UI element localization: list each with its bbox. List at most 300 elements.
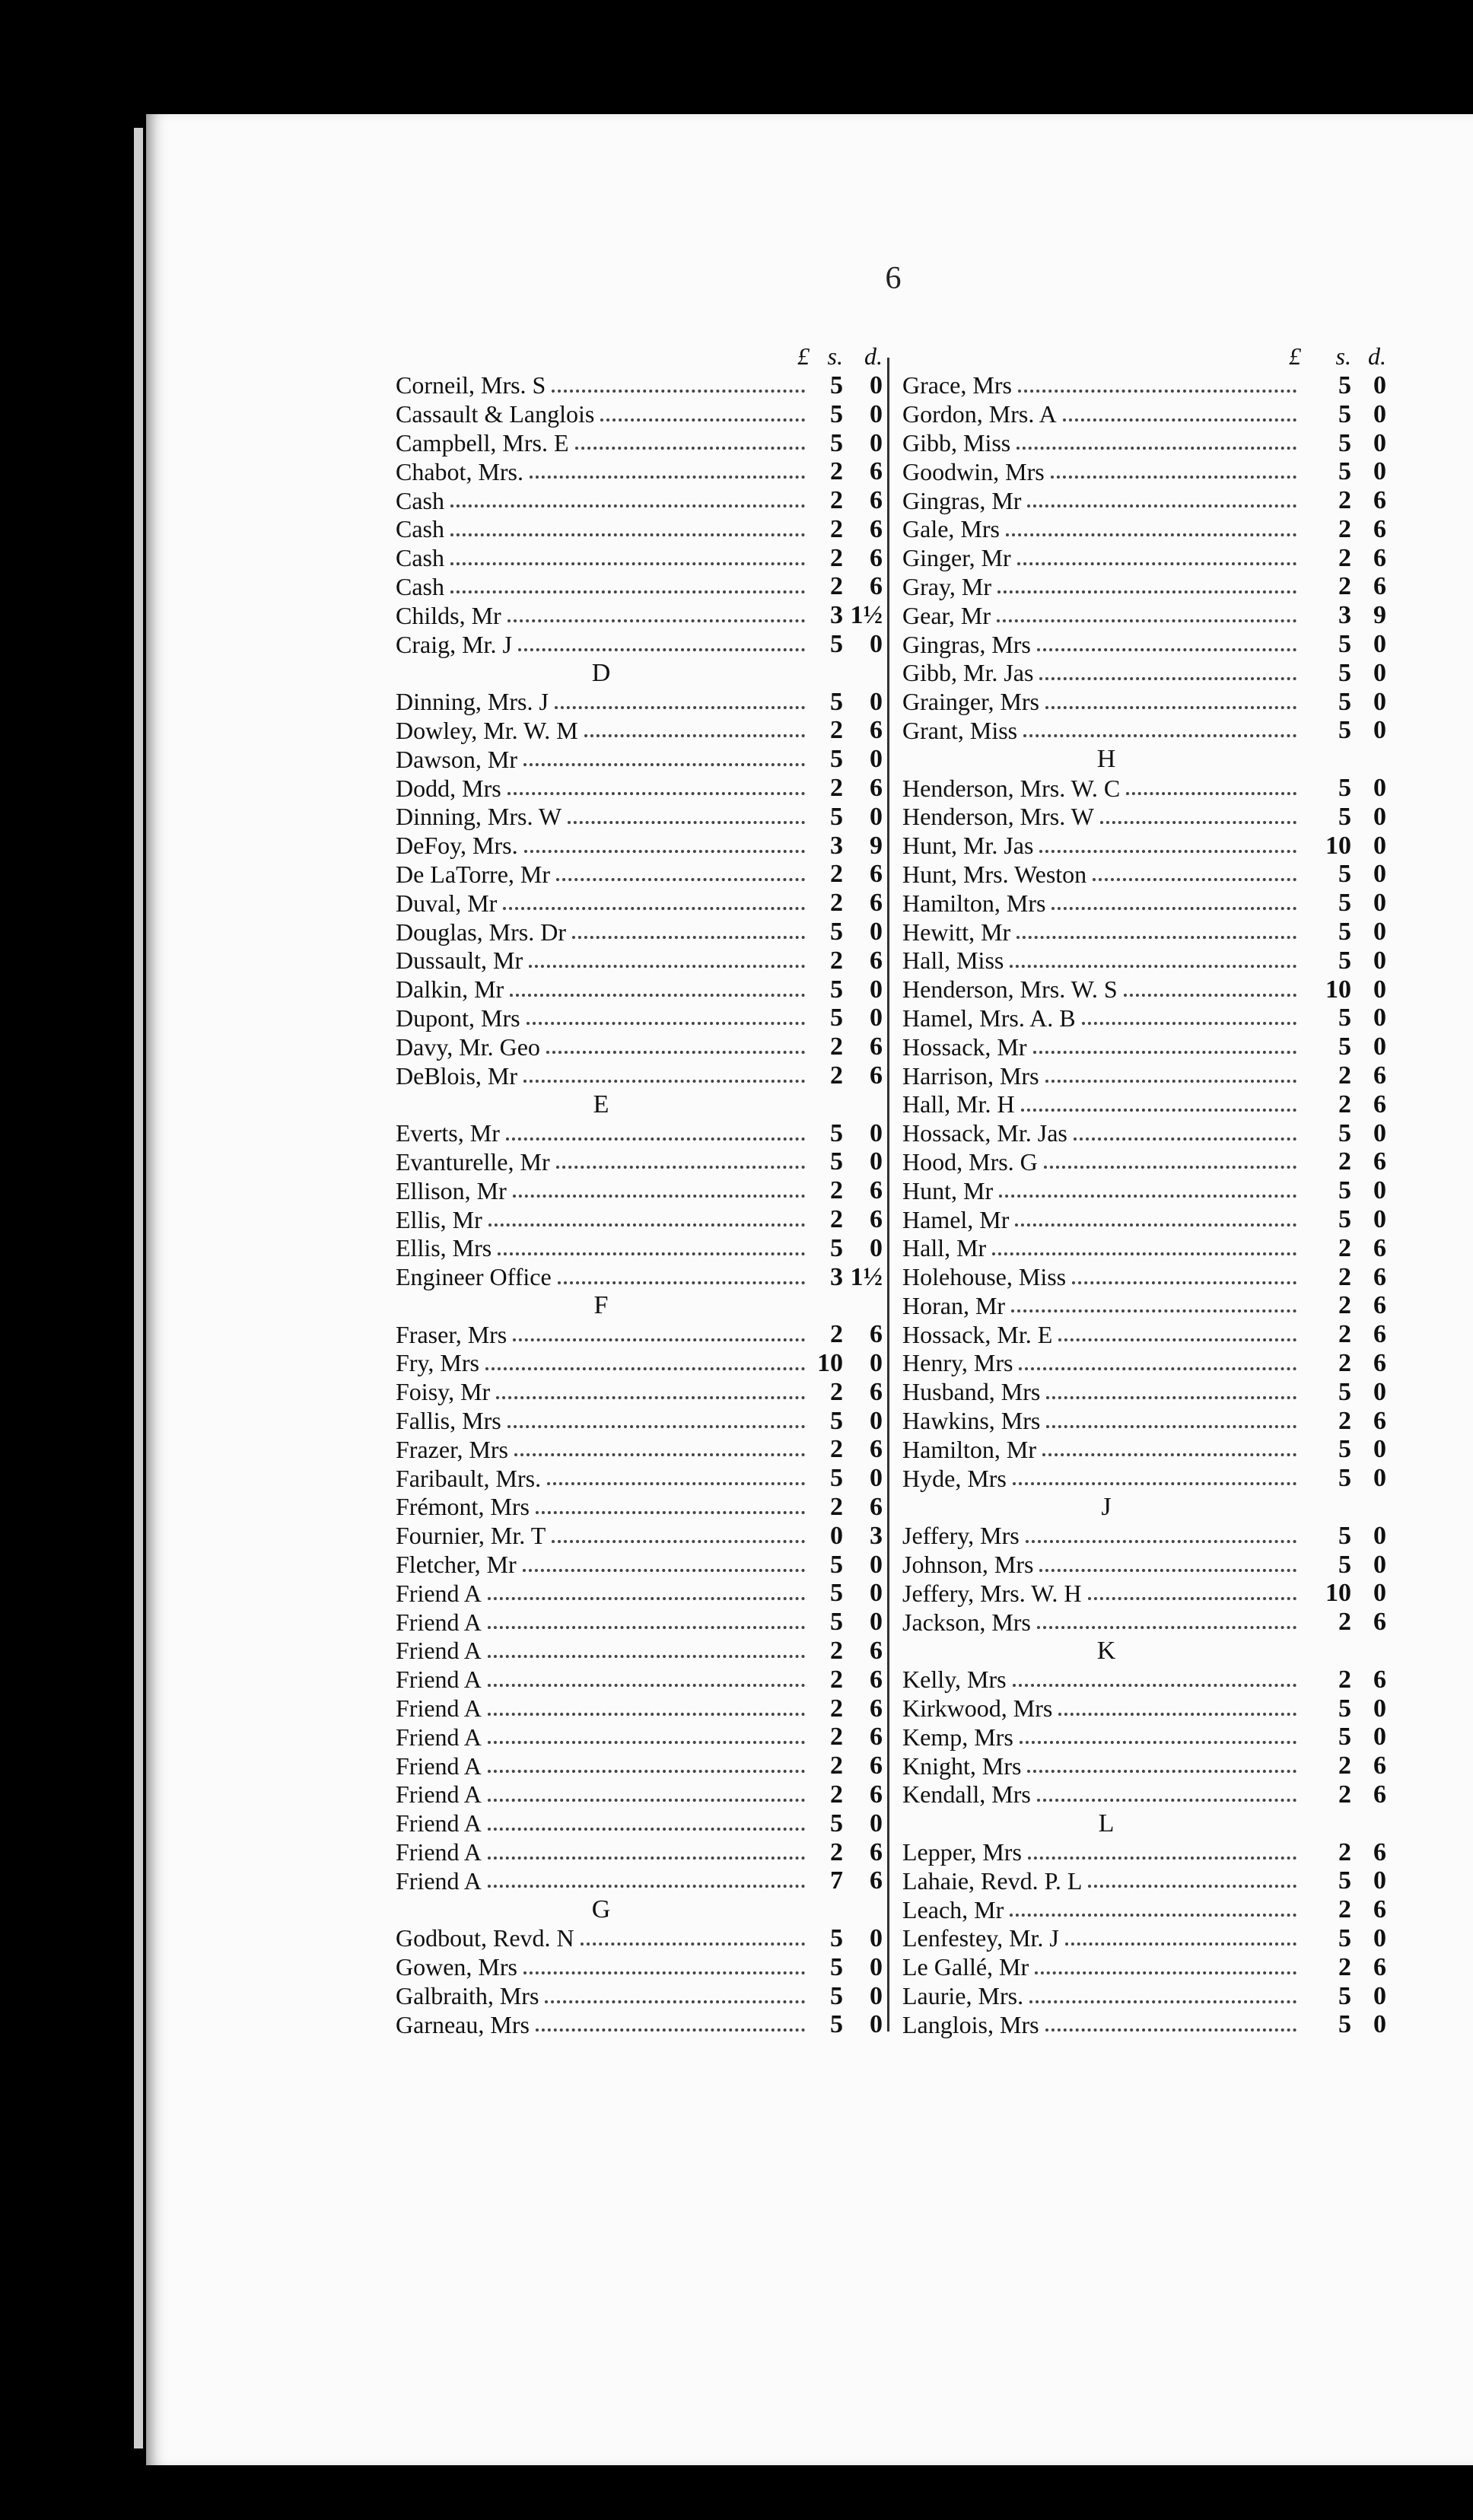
shillings-amount: 5 <box>1338 1377 1351 1406</box>
subscriber-row <box>902 1838 1386 1867</box>
shillings-amount: 5 <box>830 975 843 1004</box>
dot-leader <box>488 1767 805 1773</box>
subscriber-name: Ellison, Mr <box>396 1176 507 1204</box>
pence-amount: 6 <box>1373 1608 1386 1637</box>
subscriber-row <box>396 1176 883 1205</box>
subscriber-name: Langlois, Mrs <box>902 2010 1039 2038</box>
shillings-amount: 5 <box>830 1923 843 1952</box>
dot-leader <box>997 616 1296 622</box>
subscriber-name: Friend A <box>396 1723 482 1751</box>
shillings-amount: 5 <box>1338 918 1351 947</box>
dot-leader <box>584 731 805 737</box>
subscriber-row <box>396 1752 883 1780</box>
pence-amount: 6 <box>870 1176 883 1205</box>
pence-amount: 6 <box>870 1723 883 1752</box>
pence-amount: 0 <box>870 428 883 457</box>
dot-leader <box>513 1192 805 1198</box>
pence-amount: 6 <box>1373 1665 1386 1694</box>
pence-amount: 6 <box>1373 1320 1386 1349</box>
pence-amount: 0 <box>870 1349 883 1377</box>
pence-amount: 1½ <box>850 1262 883 1291</box>
subscriber-row <box>902 1579 1386 1608</box>
subscriber-row <box>396 2010 883 2039</box>
dot-leader <box>1027 501 1296 508</box>
shillings-amount: 5 <box>1338 687 1351 716</box>
subscriber-row <box>396 1435 883 1464</box>
subscriber-name: Hall, Mr <box>902 1234 987 1262</box>
pence-amount: 6 <box>870 774 883 803</box>
subscriber-name: Henderson, Mrs. W. S <box>902 975 1118 1004</box>
dot-leader <box>507 616 805 622</box>
subscriber-name: Evanturelle, Mr <box>396 1147 550 1176</box>
shillings-amount: 5 <box>830 745 843 774</box>
dot-leader <box>572 933 805 939</box>
pence-amount: 0 <box>1373 1377 1386 1406</box>
shillings-amount: 2 <box>830 1320 843 1349</box>
subscriber-row <box>902 1148 1386 1177</box>
dot-leader <box>1026 1537 1296 1543</box>
shillings-amount: 5 <box>1338 1694 1351 1723</box>
subscriber-name: Lenfestey, Mr. J <box>902 1924 1059 1952</box>
subscriber-name: Douglas, Mrs. Dr <box>396 918 566 946</box>
subscriber-row <box>902 1953 1386 1982</box>
dot-leader <box>450 530 805 536</box>
pence-amount: 0 <box>870 1464 883 1493</box>
dot-leader <box>1023 731 1296 737</box>
pence-amount: 6 <box>870 1665 883 1694</box>
dot-leader <box>1027 1767 1296 1773</box>
shillings-amount: 2 <box>830 774 843 803</box>
shillings-amount: 2 <box>1338 1406 1351 1435</box>
dot-leader <box>507 1422 805 1428</box>
subscriber-row <box>902 861 1386 889</box>
subscriber-row <box>396 861 883 889</box>
subscriber-name: Cash <box>396 544 444 572</box>
dot-leader <box>450 559 805 565</box>
subscriber-name: Friend A <box>396 1780 482 1809</box>
shillings-amount: 2 <box>830 1752 843 1780</box>
dot-leader <box>485 1364 805 1370</box>
subscriber-name: Dinning, Mrs. W <box>396 803 562 831</box>
subscriber-row <box>902 1464 1386 1493</box>
subscriber-row <box>396 918 883 947</box>
pence-amount: 0 <box>870 2010 883 2039</box>
shillings-amount: 5 <box>830 371 843 399</box>
subscriber-name: Hamel, Mr <box>902 1205 1010 1233</box>
subscriber-row <box>396 457 883 486</box>
pence-amount: 0 <box>1373 1694 1386 1723</box>
dot-leader <box>536 2025 805 2032</box>
dot-leader <box>1035 1968 1296 1974</box>
subscriber-row <box>396 1838 883 1867</box>
subscriber-name: Dowley, Mr. W. M <box>396 716 578 744</box>
pence-amount: 0 <box>1373 860 1386 889</box>
dot-leader <box>1033 1048 1296 1054</box>
subscriber-row <box>396 1522 883 1551</box>
shillings-amount: 5 <box>1338 1205 1351 1234</box>
subscriber-name: Ellis, Mrs <box>396 1234 492 1262</box>
subscriber-row <box>396 947 883 975</box>
shillings-amount: 7 <box>830 1866 843 1895</box>
shillings-amount: 5 <box>1338 1521 1351 1550</box>
subscriber-name: DeBlois, Mr <box>396 1061 517 1090</box>
subscriber-name: Jackson, Mrs <box>902 1608 1031 1636</box>
shillings-amount: 2 <box>830 1492 843 1521</box>
pence-amount: 0 <box>870 745 883 774</box>
subscriber-name: Cash <box>396 515 444 543</box>
pence-amount: 9 <box>870 831 883 860</box>
dot-leader <box>1046 1393 1296 1399</box>
shillings-amount: 2 <box>1338 1895 1351 1924</box>
subscriber-name: Faribault, Mrs. <box>396 1464 542 1492</box>
subscriber-row <box>396 745 883 774</box>
pence-amount: 6 <box>1373 1838 1386 1866</box>
subscriber-name: Laurie, Mrs. <box>902 1982 1024 2010</box>
subscriber-row <box>396 889 883 918</box>
shillings-amount: 2 <box>1338 1320 1351 1349</box>
subscriber-row <box>396 1004 883 1033</box>
pence-amount: 0 <box>1373 831 1386 860</box>
pounds-header: £ <box>797 342 810 370</box>
dot-leader <box>1051 904 1296 910</box>
subscriber-name: Lahaie, Revd. P. L <box>902 1866 1083 1895</box>
subscriber-name: Horan, Mr <box>902 1291 1006 1319</box>
subscriber-row <box>902 717 1386 746</box>
dot-leader <box>556 875 805 881</box>
subscriber-name: Godbout, Revd. N <box>396 1924 574 1952</box>
pence-amount: 0 <box>870 1809 883 1838</box>
subscriber-name: Hamilton, Mr <box>902 1435 1036 1463</box>
subscriber-row <box>902 1090 1386 1119</box>
dot-leader <box>992 1249 1296 1255</box>
pence-amount: 0 <box>870 918 883 947</box>
subscriber-row <box>902 1780 1386 1809</box>
dot-leader <box>496 1393 805 1399</box>
subscriber-name: Grainger, Mrs <box>902 688 1039 716</box>
dot-leader <box>510 991 805 997</box>
subscriber-name: Frazer, Mrs <box>396 1435 508 1463</box>
subscriber-name: Goodwin, Mrs <box>902 457 1045 485</box>
dot-leader <box>1045 2025 1296 2032</box>
subscriber-row <box>902 1263 1386 1292</box>
subscriber-name: Jeffery, Mrs <box>902 1522 1020 1550</box>
pence-amount: 6 <box>870 543 883 572</box>
subscriber-row <box>396 1493 883 1522</box>
pence-amount: 0 <box>870 1923 883 1952</box>
pence-amount: 6 <box>870 889 883 918</box>
shillings-amount: 2 <box>830 1435 843 1464</box>
subscriber-row <box>396 1148 883 1177</box>
subscriber-row <box>902 688 1386 717</box>
shillings-amount: 2 <box>830 716 843 745</box>
dot-leader <box>518 645 805 651</box>
subscriber-name: Fraser, Mrs <box>396 1320 507 1348</box>
subscriber-row <box>396 1953 883 1982</box>
dot-leader <box>513 1335 805 1341</box>
pence-amount: 6 <box>1373 514 1386 543</box>
subscriber-name: Craig, Mr. J <box>396 630 512 658</box>
shillings-amount: 5 <box>830 687 843 716</box>
section-letter: L <box>1098 1809 1115 1838</box>
shillings-amount: 5 <box>1338 1550 1351 1579</box>
subscriber-name: Garneau, Mrs <box>396 2010 530 2038</box>
shillings-amount: 5 <box>830 630 843 659</box>
subscriber-name: Friend A <box>396 1866 482 1895</box>
subscriber-row <box>396 515 883 544</box>
pence-amount: 0 <box>1373 687 1386 716</box>
shillings-amount: 2 <box>1338 1780 1351 1809</box>
shillings-amount: 2 <box>1338 514 1351 543</box>
dot-leader <box>1074 1134 1296 1141</box>
pence-amount: 6 <box>870 1838 883 1866</box>
subscriber-row <box>902 1666 1386 1694</box>
shillings-amount: 3 <box>830 831 843 860</box>
pence-amount: 0 <box>1373 889 1386 918</box>
subscriber-row <box>902 947 1386 975</box>
pence-amount: 0 <box>1373 371 1386 399</box>
subscriber-row <box>396 688 883 717</box>
subscriber-name: Hunt, Mr <box>902 1176 994 1204</box>
dot-leader <box>1051 473 1296 479</box>
pence-amount: 6 <box>1373 1147 1386 1176</box>
subscriber-name: Hamel, Mrs. A. B <box>902 1004 1076 1032</box>
subscriber-name: Henderson, Mrs. W <box>902 803 1094 831</box>
pence-amount: 6 <box>870 486 883 515</box>
dot-leader <box>450 587 805 593</box>
subscriber-row <box>902 630 1386 659</box>
shillings-amount: 2 <box>1338 572 1351 601</box>
subscriber-name: Hamilton, Mrs <box>902 889 1046 917</box>
shillings-amount: 2 <box>1338 1291 1351 1320</box>
dot-leader <box>558 1278 805 1284</box>
pence-amount: 6 <box>870 457 883 486</box>
subscriber-name: Friend A <box>396 1752 482 1780</box>
pence-amount: 0 <box>1373 946 1386 975</box>
subscriber-name: Kirkwood, Mrs <box>902 1694 1053 1723</box>
subscriber-row <box>396 1608 883 1637</box>
subscriber-row <box>902 1435 1386 1464</box>
subscriber-name: Ginger, Mr <box>902 544 1011 572</box>
left-column <box>396 342 883 2039</box>
dot-leader <box>1082 1019 1296 1025</box>
shillings-amount: 10 <box>1325 975 1351 1004</box>
pence-amount: 0 <box>1373 1032 1386 1061</box>
subscriber-name: Corneil, Mrs. S <box>396 371 546 399</box>
pence-amount: 6 <box>870 1636 883 1665</box>
subscriber-row <box>902 515 1386 544</box>
dot-leader <box>536 1508 805 1514</box>
subscriber-name: Friend A <box>396 1579 482 1607</box>
subscriber-name: Hossack, Mr <box>902 1032 1027 1061</box>
shillings-amount: 3 <box>1338 601 1351 630</box>
shillings-amount: 2 <box>830 889 843 918</box>
subscriber-name: Dussault, Mr <box>396 947 523 975</box>
subscriber-row <box>902 1292 1386 1321</box>
dot-leader <box>1037 645 1296 651</box>
subscriber-row <box>902 1924 1386 1953</box>
pence-amount: 6 <box>1373 1291 1386 1320</box>
dot-leader <box>524 847 805 853</box>
subscriber-name: Gear, Mr <box>902 601 991 629</box>
subscriber-name: Dawson, Mr <box>396 745 517 773</box>
shillings-amount: 5 <box>830 428 843 457</box>
subscriber-row <box>902 457 1386 486</box>
pence-amount: 0 <box>870 371 883 399</box>
dot-leader <box>488 1681 805 1687</box>
pence-amount: 6 <box>870 1320 883 1349</box>
shillings-amount: 5 <box>830 1406 843 1435</box>
shillings-amount: 2 <box>830 1665 843 1694</box>
pence-header: d. <box>1368 342 1386 370</box>
shillings-amount: 5 <box>830 1004 843 1032</box>
pence-amount: 6 <box>1373 543 1386 572</box>
shillings-amount: 5 <box>830 1233 843 1262</box>
subscriber-row <box>396 1061 883 1090</box>
subscriber-row <box>396 832 883 861</box>
dot-leader <box>581 1939 805 1946</box>
shillings-amount: 5 <box>830 399 843 428</box>
subscriber-name: Dalkin, Mr <box>396 975 504 1004</box>
pence-amount: 0 <box>1373 1521 1386 1550</box>
pence-amount: 0 <box>1373 774 1386 803</box>
subscriber-name: Henry, Mrs <box>902 1349 1013 1377</box>
subscriber-name: Grace, Mrs <box>902 371 1012 399</box>
shillings-amount: 5 <box>1338 399 1351 428</box>
dot-leader <box>1124 991 1296 997</box>
pence-amount: 0 <box>1373 1004 1386 1032</box>
subscriber-row <box>396 1551 883 1580</box>
dot-leader <box>997 587 1296 593</box>
subscriber-row <box>396 1694 883 1723</box>
pence-amount: 6 <box>870 1866 883 1895</box>
shillings-amount: 2 <box>830 1723 843 1752</box>
pence-amount: 0 <box>1373 1723 1386 1752</box>
shillings-amount: 0 <box>830 1521 843 1550</box>
subscriber-name: Cash <box>396 486 444 514</box>
shillings-amount: 5 <box>1338 1118 1351 1147</box>
subscriber-name: Friend A <box>396 1694 482 1723</box>
shillings-amount: 5 <box>1338 1723 1351 1752</box>
pence-amount: 6 <box>870 514 883 543</box>
subscriber-name: Johnson, Mrs <box>902 1551 1034 1579</box>
dot-leader <box>488 1853 805 1860</box>
subscriber-name: Galbraith, Mrs <box>396 1982 539 2010</box>
pence-amount: 0 <box>1373 1866 1386 1895</box>
subscriber-name: Kemp, Mrs <box>902 1723 1013 1751</box>
shillings-amount: 5 <box>830 1608 843 1637</box>
pence-amount: 0 <box>1373 1579 1386 1608</box>
pence-amount: 0 <box>870 399 883 428</box>
subscriber-row <box>396 1349 883 1378</box>
subscriber-name: Hall, Mr. H <box>902 1090 1015 1118</box>
pence-header: d. <box>864 342 883 370</box>
subscriber-name: Harrison, Mrs <box>902 1061 1039 1090</box>
dot-leader <box>488 1652 805 1658</box>
pence-amount: 0 <box>1373 630 1386 659</box>
dot-leader <box>1020 1738 1296 1744</box>
subscriber-row <box>902 1032 1386 1061</box>
dot-leader <box>1013 1681 1296 1687</box>
subscriber-row <box>902 832 1386 861</box>
subscriber-row <box>396 1866 883 1895</box>
dot-leader <box>1044 1163 1296 1169</box>
pence-amount: 0 <box>870 1579 883 1608</box>
pence-amount: 6 <box>1373 1061 1386 1090</box>
subscriber-name: Duval, Mr <box>396 889 498 917</box>
shillings-amount: 2 <box>1338 1090 1351 1118</box>
shillings-amount: 5 <box>1338 630 1351 659</box>
shillings-amount: 5 <box>1338 457 1351 486</box>
subscriber-row <box>902 1119 1386 1148</box>
subscriber-row <box>396 774 883 803</box>
subscriber-name: Hunt, Mr. Jas <box>902 832 1034 860</box>
pence-amount: 0 <box>870 630 883 659</box>
shillings-amount: 3 <box>830 601 843 630</box>
dot-leader <box>1006 530 1296 536</box>
subscriber-name: Husband, Mrs <box>902 1378 1041 1406</box>
shillings-amount: 5 <box>1338 1435 1351 1464</box>
subscriber-row <box>396 601 883 630</box>
shillings-amount: 2 <box>1338 1665 1351 1694</box>
shillings-amount: 5 <box>1338 1176 1351 1205</box>
pence-amount: 0 <box>870 1981 883 2010</box>
dot-leader <box>1100 818 1296 824</box>
pence-amount: 6 <box>1373 1752 1386 1780</box>
pence-amount: 6 <box>1373 1406 1386 1435</box>
pence-amount: 6 <box>870 1032 883 1061</box>
subscriber-row <box>396 1407 883 1436</box>
pence-amount: 6 <box>870 1492 883 1521</box>
shillings-amount: 5 <box>1338 889 1351 918</box>
shillings-amount: 5 <box>830 1809 843 1838</box>
page-edge <box>134 128 143 2448</box>
dot-leader <box>1037 1796 1296 1802</box>
subscriber-row <box>396 1464 883 1493</box>
subscriber-name: Hewitt, Mr <box>902 918 1011 946</box>
shillings-amount: 2 <box>830 946 843 975</box>
subscriber-row <box>902 659 1386 688</box>
subscriber-name: Gowen, Mrs <box>396 1953 517 1981</box>
dot-leader <box>546 1048 805 1054</box>
subscriber-name: Engineer Office <box>396 1263 552 1291</box>
dot-leader <box>529 962 805 968</box>
subscriber-name: Friend A <box>396 1666 482 1694</box>
subscriber-name: Gordon, Mrs. A <box>902 400 1057 428</box>
pence-amount: 0 <box>870 1952 883 1981</box>
dot-leader <box>506 1134 805 1141</box>
pence-amount: 6 <box>870 860 883 889</box>
subscriber-row <box>902 601 1386 630</box>
dot-leader <box>1015 1220 1296 1227</box>
shillings-amount: 5 <box>1338 860 1351 889</box>
dot-leader <box>488 1738 805 1744</box>
subscriber-name: Leach, Mr <box>902 1895 1004 1923</box>
subscriber-row <box>396 400 883 429</box>
subscriber-row <box>396 573 883 602</box>
pence-amount: 0 <box>1373 1435 1386 1464</box>
dot-leader <box>568 818 805 824</box>
shillings-amount: 5 <box>830 2010 843 2039</box>
dot-leader <box>527 1019 805 1025</box>
pence-amount: 6 <box>870 1694 883 1723</box>
dot-leader <box>488 1825 805 1831</box>
dot-leader <box>1037 1623 1296 1629</box>
pence-amount: 1½ <box>850 601 883 630</box>
pence-amount: 0 <box>1373 918 1386 947</box>
pence-amount: 0 <box>1373 975 1386 1004</box>
pence-amount: 6 <box>1373 1090 1386 1118</box>
subscriber-row <box>902 1378 1386 1407</box>
